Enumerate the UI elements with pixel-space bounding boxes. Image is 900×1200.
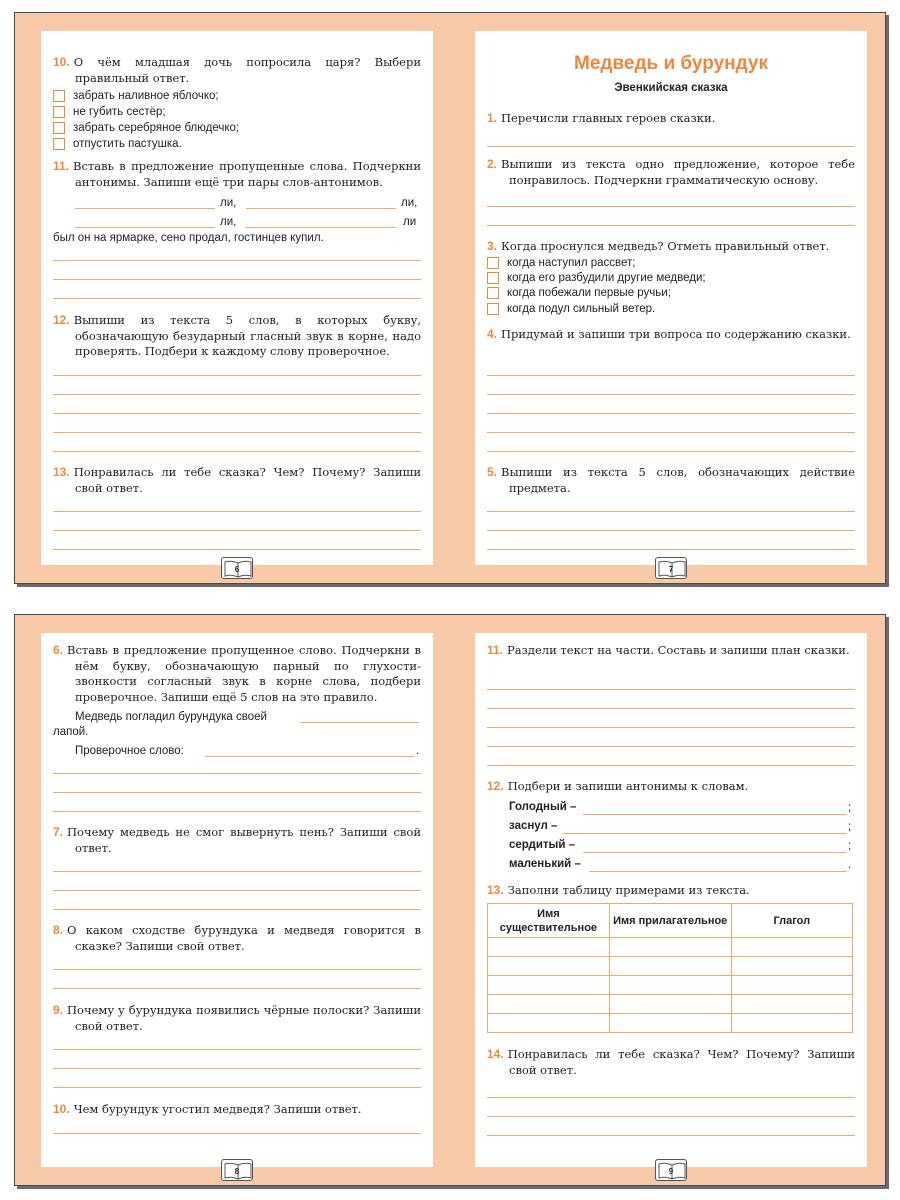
blank-line[interactable]: [246, 227, 396, 228]
check-word-label: Проверочное слово:: [75, 745, 184, 757]
answer-line[interactable]: [53, 394, 421, 395]
blank-line[interactable]: [563, 833, 847, 834]
question-8: 8. О каком сходстве бурундука и медведя говорится в сказке? Запиши свой ответ.: [53, 923, 421, 953]
question-11: 11. Раздели текст на части. Составь и запиши план сказки.: [487, 643, 850, 657]
blank-line[interactable]: [583, 852, 847, 853]
option-1[interactable]: забрать наливное яблочко;: [53, 89, 219, 103]
checkbox[interactable]: [487, 287, 499, 299]
answer-line[interactable]: [487, 451, 855, 452]
antonym-word: Голодный –: [509, 801, 577, 813]
blank-line[interactable]: [205, 756, 415, 757]
answer-line[interactable]: [53, 1068, 421, 1069]
answer-line[interactable]: [487, 146, 855, 147]
antonym-word: заснул –: [509, 820, 558, 832]
spread-top: [14, 12, 886, 584]
question-12: 12. Выпиши из текста 5 слов, в которых букву, обозначающую безударный гласный звук в корне, надо проверять. Подбери к каждому слову проверочное.: [53, 313, 421, 358]
option-2[interactable]: не губить сестёр;: [53, 105, 166, 119]
page-number: 8: [234, 1166, 240, 1176]
answer-line[interactable]: [53, 871, 421, 872]
story-subtitle: Эвенкийская сказка: [614, 82, 728, 94]
blank-line[interactable]: [75, 227, 215, 228]
answer-line[interactable]: [487, 727, 855, 728]
answer-line[interactable]: [487, 413, 855, 414]
question-13: 13. Понравилась ли тебе сказка? Чем? Почему? Запиши свой ответ.: [53, 465, 421, 495]
answer-line[interactable]: [487, 206, 855, 207]
table-row: [488, 957, 853, 976]
page-number: 6: [234, 564, 240, 574]
answer-line[interactable]: [53, 773, 421, 774]
question-number: 10.: [53, 55, 70, 69]
question-13: 13. Заполни таблицу примерами из текста.: [487, 883, 750, 897]
antonym-word: сердитый –: [509, 839, 576, 851]
page-number-badge: [221, 1159, 253, 1181]
blank-line[interactable]: [75, 208, 215, 209]
question-6: 6. Вставь в предложение пропущенное слово. Подчеркни в нём букву, обозначающую парный по глухости-звонкости согласный звук в корне слова, подбери проверочное. Запиши ещё 5 слов на это правило.: [53, 643, 421, 704]
checkbox[interactable]: [487, 303, 499, 315]
option-4[interactable]: отпустить пастушка.: [53, 137, 182, 151]
answer-line[interactable]: [53, 451, 421, 452]
question-text: О чём младшая дочь попросила царя? Выбери правильный ответ.: [73, 55, 421, 85]
blank-line[interactable]: [583, 814, 847, 815]
checkbox[interactable]: [53, 138, 65, 150]
question-7: 7. Почему медведь не смог вывернуть пень? Запиши свой ответ.: [53, 825, 421, 855]
question-12: 12. Подбери и запиши антонимы к словам.: [487, 779, 749, 793]
antonym-word: маленький –: [509, 858, 581, 870]
answer-line[interactable]: [53, 792, 421, 793]
question-4: 4. Придумай и запиши три вопроса по содержанию сказки.: [487, 327, 851, 341]
answer-line[interactable]: [53, 530, 421, 531]
answer-line[interactable]: [53, 260, 421, 261]
answer-line[interactable]: [487, 549, 855, 550]
table-row: [488, 1014, 853, 1033]
answer-line[interactable]: [487, 708, 855, 709]
answer-line[interactable]: [487, 530, 855, 531]
page-number: 9: [668, 1166, 674, 1176]
checkbox[interactable]: [53, 90, 65, 102]
answer-line[interactable]: [487, 765, 855, 766]
answer-line[interactable]: [53, 511, 421, 512]
answer-line[interactable]: [53, 909, 421, 910]
table-row: [488, 976, 853, 995]
sentence-text: был он на ярмарке, сено продал, гостинцев купил.: [53, 232, 324, 244]
spread-bottom: [14, 614, 886, 1186]
answer-line[interactable]: [53, 811, 421, 812]
page-8: 6. Вставь в предложение пропущенное слово. Подчеркни в нём букву, обозначающую парный по глухости-звонкости согласный звук в корне слова, подбери проверочное. Запиши ещё 5 слов на это правило. Медведь погладил бурундука своей лапой. Проверочное слово: . 7. Почему медведь не смог вывернуть пень? Запиши свой ответ. 8. О каком сходстве бурундука и медведя говорится в сказке? Запиши свой ответ. 9. Почему у бурундука появились чёрные полоски? Запиши свой ответ. 10. Чем бурундук угостил медведя? Запиши ответ. 8: [41, 633, 433, 1167]
sentence-text: Медведь погладил бурундука своей: [75, 711, 267, 723]
table-row: [488, 995, 853, 1014]
question-14: 14. Понравилась ли тебе сказка? Чем? Почему? Запиши свой ответ.: [487, 1047, 855, 1077]
option-3[interactable]: забрать серебряное блюдечко;: [53, 121, 239, 135]
answer-line[interactable]: [53, 298, 421, 299]
answer-line[interactable]: [487, 689, 855, 690]
checkbox[interactable]: [53, 122, 65, 134]
answer-line[interactable]: [487, 225, 855, 226]
blank-line[interactable]: [589, 871, 847, 872]
answer-line[interactable]: [487, 1097, 855, 1098]
checkbox[interactable]: [487, 272, 499, 284]
answer-line[interactable]: [53, 432, 421, 433]
blank-line[interactable]: [246, 208, 396, 209]
page-number: 7: [668, 564, 674, 574]
answer-line[interactable]: [53, 988, 421, 989]
question-1: 1. Перечисли главных героев сказки.: [487, 111, 716, 125]
answer-line[interactable]: [487, 1116, 855, 1117]
answer-line[interactable]: [487, 432, 855, 433]
answer-line[interactable]: [53, 1133, 421, 1134]
table-header: Глагол: [731, 904, 852, 938]
table-header: Имя прилагательное: [609, 904, 731, 938]
page-number-badge: [655, 1159, 687, 1181]
answer-line[interactable]: [53, 969, 421, 970]
question-10: 10. Чем бурундук угостил медведя? Запиши ответ.: [53, 1102, 362, 1116]
answer-line[interactable]: [53, 279, 421, 280]
question-10: [53, 55, 421, 86]
answer-line[interactable]: [53, 1087, 421, 1088]
answer-line[interactable]: [53, 413, 421, 414]
option-3[interactable]: когда побежали первые ручьи;: [487, 286, 671, 300]
blank-line[interactable]: [300, 722, 419, 723]
question-11: 11. Вставь в предложение пропущенные слова. Подчеркни антонимы. Запиши ещё три пары слов-антонимов.: [53, 159, 421, 189]
question-2: 2. Выпиши из текста одно предложение, которое тебе понравилось. Подчеркни грамматическую основу.: [487, 157, 855, 187]
table-header: Имя существительное: [488, 904, 610, 938]
examples-table: [487, 903, 853, 1033]
page-7: [475, 31, 867, 574]
page-number-badge: [655, 557, 687, 579]
answer-line[interactable]: [487, 394, 855, 395]
story-title: Медведь и бурундук: [574, 53, 768, 74]
answer-line[interactable]: [53, 890, 421, 891]
answer-line[interactable]: [487, 1135, 855, 1136]
table-row: [488, 938, 853, 957]
question-5: 5. Выпиши из текста 5 слов, обозначающих действие предмета.: [487, 465, 855, 495]
page-9: 11. Раздели текст на части. Составь и запиши план сказки. 12. Подбери и запиши антонимы к словам. Голодный – ; заснул – ; сердитый – ; маленький – . 13. Заполни таблицу примерами из текста. Имя существительное Имя прилагательное Глагол 14. Понравилась ли тебе сказка? Чем? Почему? Запиши свой ответ. 9: [475, 633, 867, 1167]
answer-line[interactable]: [53, 375, 421, 376]
checkbox[interactable]: [53, 106, 65, 118]
page-number-badge: [221, 557, 253, 579]
checkbox[interactable]: [487, 257, 499, 269]
answer-line[interactable]: [487, 511, 855, 512]
answer-line[interactable]: [53, 549, 421, 550]
question-9: 9. Почему у бурундука появились чёрные полоски? Запиши свой ответ.: [53, 1003, 421, 1033]
answer-line[interactable]: [487, 375, 855, 376]
question-3: 3. Когда проснулся медведь? Отметь правильный ответ.: [487, 239, 830, 253]
answer-line[interactable]: [53, 1049, 421, 1050]
option-2[interactable]: когда его разбудили другие медведи;: [487, 271, 706, 285]
option-4[interactable]: когда подул сильный ветер.: [487, 302, 655, 316]
option-1[interactable]: когда наступил рассвет;: [487, 256, 635, 270]
answer-line[interactable]: [487, 746, 855, 747]
page-6: 10. О чём младшая дочь попросила царя? Выбери правильный ответ. забрать наливное яблочко; не губить сестёр; забрать серебряное блюдечко; отпустить пастушка. 11. Вставь в предложение пропущенные слова. Подчеркни антонимы. Запиши ещё три пары слов-антонимов. ли, ли, ли, ли был он на ярмарке, сено продал, гостинцев купил. 12. Выпиши из текста 5 слов, в которых букву, обозначающую безударный гласный звук в корне, надо проверять. Подбери к каждому слову проверочное. 13. Понравилась ли тебе сказка? Чем? Почему? Запиши свой ответ. 6: [41, 31, 433, 565]
